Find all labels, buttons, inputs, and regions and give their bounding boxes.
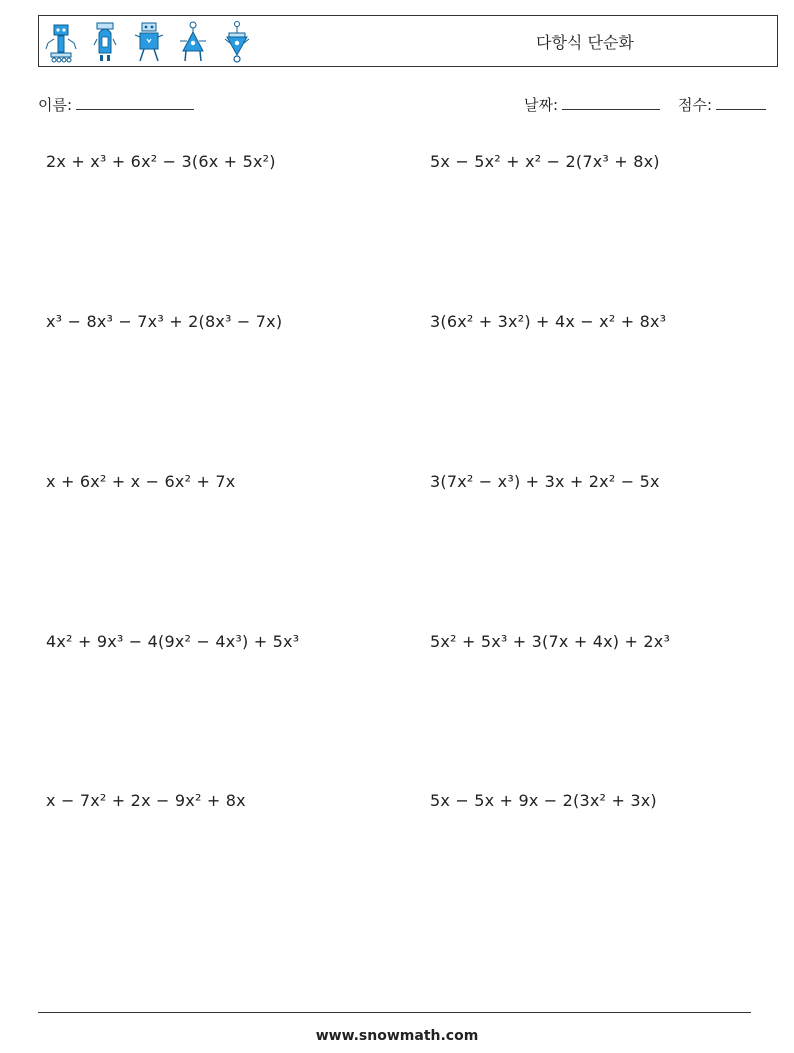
robot-icon-4 — [177, 19, 209, 65]
name-field[interactable] — [38, 94, 194, 115]
worksheet-title: 다항식 단순화 — [536, 33, 634, 52]
name-label: 이름: — [38, 96, 73, 114]
worksheet-header — [38, 15, 778, 67]
footer-site: www.snowmath.com — [315, 1028, 479, 1044]
date-blank[interactable] — [562, 95, 660, 110]
name-blank[interactable] — [76, 95, 194, 110]
robot-icon-5 — [221, 19, 253, 65]
score-blank[interactable] — [716, 95, 766, 110]
problem-9: x − 7x² + 2x − 9x² + 8x — [46, 791, 246, 810]
date-field[interactable] — [524, 94, 660, 115]
score-label: 점수: — [678, 96, 713, 114]
problem-10: 5x − 5x + 9x − 2(3x² + 3x) — [430, 791, 657, 810]
robot-icon-3 — [133, 19, 165, 65]
problem-4: 3(6x² + 3x²) + 4x − x² + 8x³ — [430, 312, 667, 331]
score-field[interactable] — [678, 94, 766, 115]
robot-icon-2 — [89, 19, 121, 65]
footer-divider — [38, 1012, 751, 1013]
robot-icons — [45, 19, 253, 65]
problem-8: 5x² + 5x³ + 3(7x + 4x) + 2x³ — [430, 632, 671, 651]
problem-2: 5x − 5x² + x² − 2(7x³ + 8x) — [430, 152, 660, 171]
problem-6: 3(7x² − x³) + 3x + 2x² − 5x — [430, 472, 660, 491]
problem-5: x + 6x² + x − 6x² + 7x — [46, 472, 236, 491]
problem-3: x³ − 8x³ − 7x³ + 2(8x³ − 7x) — [46, 312, 283, 331]
problem-1: 2x + x³ + 6x² − 3(6x + 5x²) — [46, 152, 276, 171]
robot-icon-1 — [45, 19, 77, 65]
date-label: 날짜: — [524, 96, 559, 114]
problem-7: 4x² + 9x³ − 4(9x² − 4x³) + 5x³ — [46, 632, 300, 651]
